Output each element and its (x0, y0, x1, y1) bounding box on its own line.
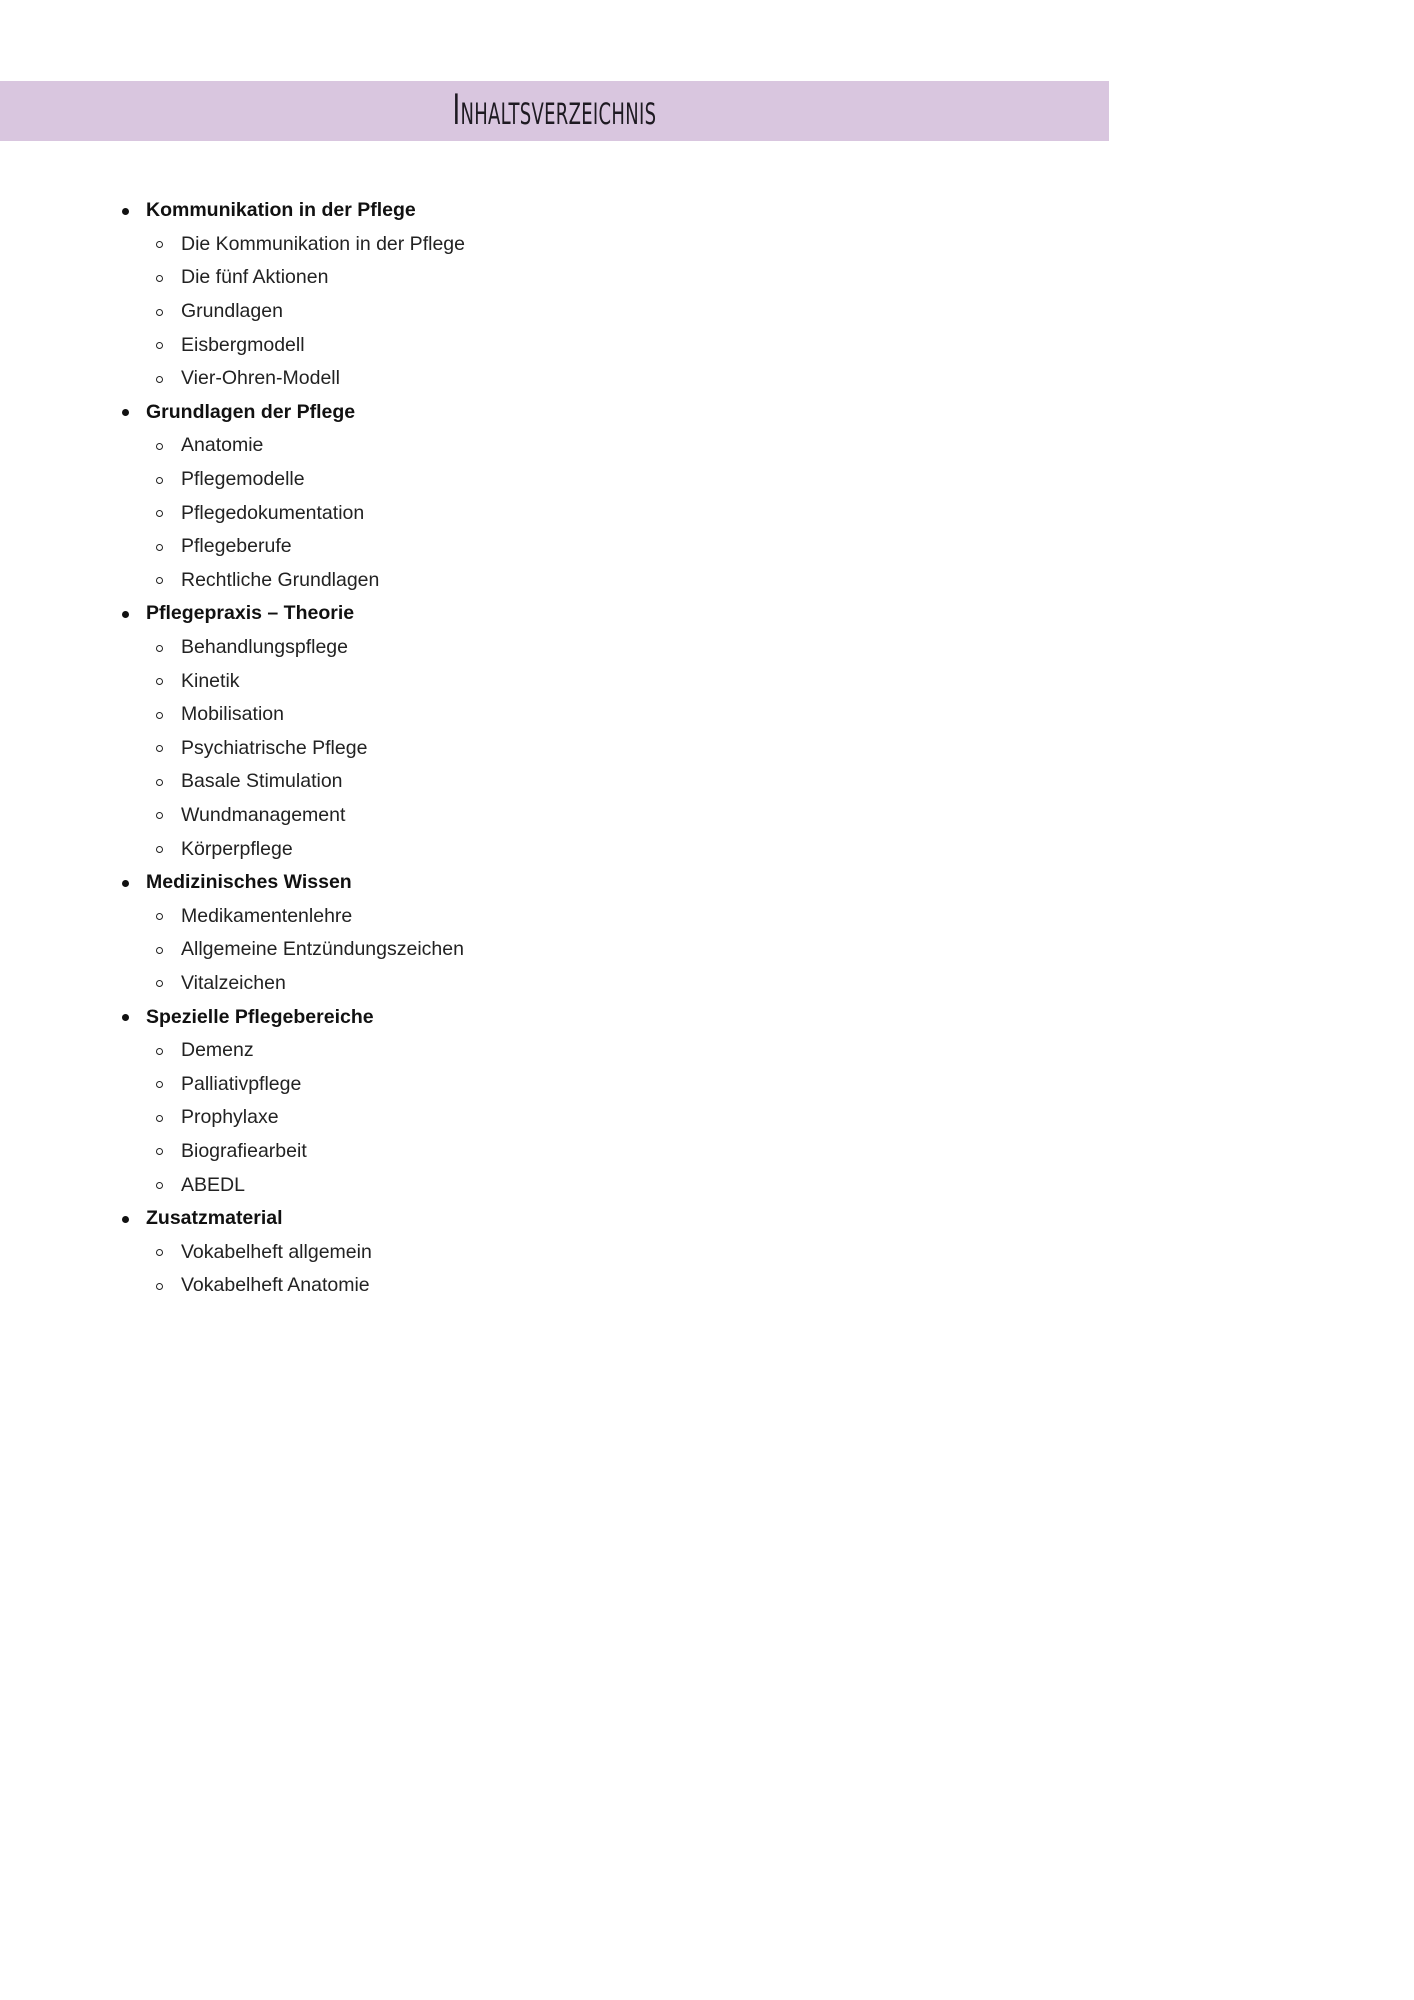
toc-item[interactable] (0, 1269, 1109, 1303)
toc-section-spezielle-pflegebereiche (0, 1000, 1109, 1202)
ring-bullet-icon (156, 846, 163, 853)
toc-item[interactable] (0, 933, 1109, 967)
toc-section-heading[interactable] (0, 194, 1109, 228)
toc-item-label: Prophylaxe (181, 1106, 279, 1129)
toc-section-heading[interactable] (0, 597, 1109, 631)
ring-bullet-icon (156, 812, 163, 819)
toc-item-label: Basale Stimulation (181, 770, 343, 793)
ring-bullet-icon (156, 980, 163, 987)
toc-section-kommunikation (0, 194, 1109, 396)
toc-item[interactable] (0, 732, 1109, 766)
toc-item-label: Pflegemodelle (181, 468, 305, 491)
toc-item-label: Vier-Ohren-Modell (181, 367, 340, 390)
ring-bullet-icon (156, 947, 163, 954)
toc-section-zusatzmaterial (0, 1202, 1109, 1303)
ring-bullet-icon (156, 241, 163, 248)
ring-bullet-icon (156, 544, 163, 551)
toc-item-label: Vokabelheft allgemein (181, 1240, 372, 1263)
ring-bullet-icon (156, 1048, 163, 1055)
toc-item[interactable] (0, 463, 1109, 497)
ring-bullet-icon (156, 678, 163, 685)
toc-item-label: Kinetik (181, 669, 240, 692)
toc-section-label: Grundlagen der Pflege (146, 400, 356, 423)
toc-item-label: Pflegeberufe (181, 535, 292, 558)
toc-item-label: Wundmanagement (181, 803, 346, 826)
toc-item[interactable] (0, 1101, 1109, 1135)
toc-section-grundlagen (0, 396, 1109, 598)
toc-item[interactable] (0, 228, 1109, 262)
toc-item-label: Die Kommunikation in der Pflege (181, 232, 465, 255)
toc-section-pflegepraxis (0, 597, 1109, 866)
toc-item[interactable] (0, 832, 1109, 866)
bullet-icon (122, 880, 129, 887)
toc-item-label: Allgemeine Entzündungszeichen (181, 938, 464, 961)
toc-item[interactable] (0, 1034, 1109, 1068)
ring-bullet-icon (156, 1115, 163, 1122)
toc-item[interactable] (0, 1168, 1109, 1202)
toc-item-label: Eisbergmodell (181, 333, 305, 356)
toc-item[interactable] (0, 799, 1109, 833)
ring-bullet-icon (156, 510, 163, 517)
toc-section-label: Kommunikation in der Pflege (146, 199, 416, 222)
toc-item-label: Anatomie (181, 434, 264, 457)
bullet-icon (122, 1216, 129, 1223)
ring-bullet-icon (156, 645, 163, 652)
toc-item-label: Die fünf Aktionen (181, 266, 329, 289)
ring-bullet-icon (156, 275, 163, 282)
toc-section-heading[interactable] (0, 396, 1109, 430)
ring-bullet-icon (156, 577, 163, 584)
ring-bullet-icon (156, 376, 163, 383)
bullet-icon (122, 611, 129, 618)
toc-sublist (0, 228, 1109, 396)
toc-section-medizinisches-wissen (0, 866, 1109, 1000)
toc-item[interactable] (0, 362, 1109, 396)
toc-item-label: Psychiatrische Pflege (181, 736, 368, 759)
toc-sublist (0, 899, 1109, 1000)
page-title: Inhaltsverzeichnis (452, 85, 657, 134)
toc-item[interactable] (0, 631, 1109, 665)
toc-item[interactable] (0, 664, 1109, 698)
toc-sublist (0, 429, 1109, 597)
toc-item[interactable] (0, 1067, 1109, 1101)
toc-section-label: Zusatzmaterial (146, 1207, 283, 1230)
toc-item-label: Körperpflege (181, 837, 293, 860)
toc-item[interactable] (0, 530, 1109, 564)
toc-item[interactable] (0, 496, 1109, 530)
toc-item-label: Pflegedokumentation (181, 501, 365, 524)
ring-bullet-icon (156, 1283, 163, 1290)
ring-bullet-icon (156, 745, 163, 752)
toc-item[interactable] (0, 899, 1109, 933)
ring-bullet-icon (156, 1148, 163, 1155)
toc-item[interactable] (0, 765, 1109, 799)
toc-sublist (0, 1034, 1109, 1202)
toc-item-label: Biografiearbeit (181, 1139, 307, 1162)
toc-sublist (0, 1235, 1109, 1302)
toc-item-label: ABEDL (181, 1173, 245, 1196)
ring-bullet-icon (156, 309, 163, 316)
toc-item[interactable] (0, 261, 1109, 295)
toc-item-label: Palliativpflege (181, 1072, 302, 1095)
ring-bullet-icon (156, 1249, 163, 1256)
toc-item-label: Grundlagen (181, 300, 283, 323)
toc-item-label: Behandlungspflege (181, 636, 348, 659)
bullet-icon (122, 409, 129, 416)
toc-item[interactable] (0, 328, 1109, 362)
ring-bullet-icon (156, 1081, 163, 1088)
toc-item-label: Demenz (181, 1039, 254, 1062)
toc-section-heading[interactable] (0, 1202, 1109, 1236)
toc-item[interactable] (0, 429, 1109, 463)
ring-bullet-icon (156, 712, 163, 719)
toc-item[interactable] (0, 967, 1109, 1001)
ring-bullet-icon (156, 779, 163, 786)
ring-bullet-icon (156, 1182, 163, 1189)
toc-item[interactable] (0, 1235, 1109, 1269)
ring-bullet-icon (156, 443, 163, 450)
toc-item-label: Mobilisation (181, 703, 284, 726)
toc-section-heading[interactable] (0, 1000, 1109, 1034)
table-of-contents (0, 194, 1109, 1303)
toc-item[interactable] (0, 1135, 1109, 1169)
bullet-icon (122, 208, 129, 215)
ring-bullet-icon (156, 342, 163, 349)
toc-item-label: Rechtliche Grundlagen (181, 568, 380, 591)
title-band (0, 81, 1109, 141)
toc-item[interactable] (0, 564, 1109, 598)
toc-section-heading[interactable] (0, 866, 1109, 900)
toc-item[interactable] (0, 295, 1109, 329)
ring-bullet-icon (156, 913, 163, 920)
toc-section-label: Spezielle Pflegebereiche (146, 1005, 374, 1028)
toc-item[interactable] (0, 698, 1109, 732)
toc-item-label: Vokabelheft Anatomie (181, 1274, 370, 1297)
bullet-icon (122, 1014, 129, 1021)
toc-section-label: Medizinisches Wissen (146, 871, 352, 894)
toc-item-label: Medikamentenlehre (181, 904, 353, 927)
toc-section-label: Pflegepraxis – Theorie (146, 602, 355, 625)
toc-item-label: Vitalzeichen (181, 971, 286, 994)
ring-bullet-icon (156, 477, 163, 484)
toc-sublist (0, 631, 1109, 866)
